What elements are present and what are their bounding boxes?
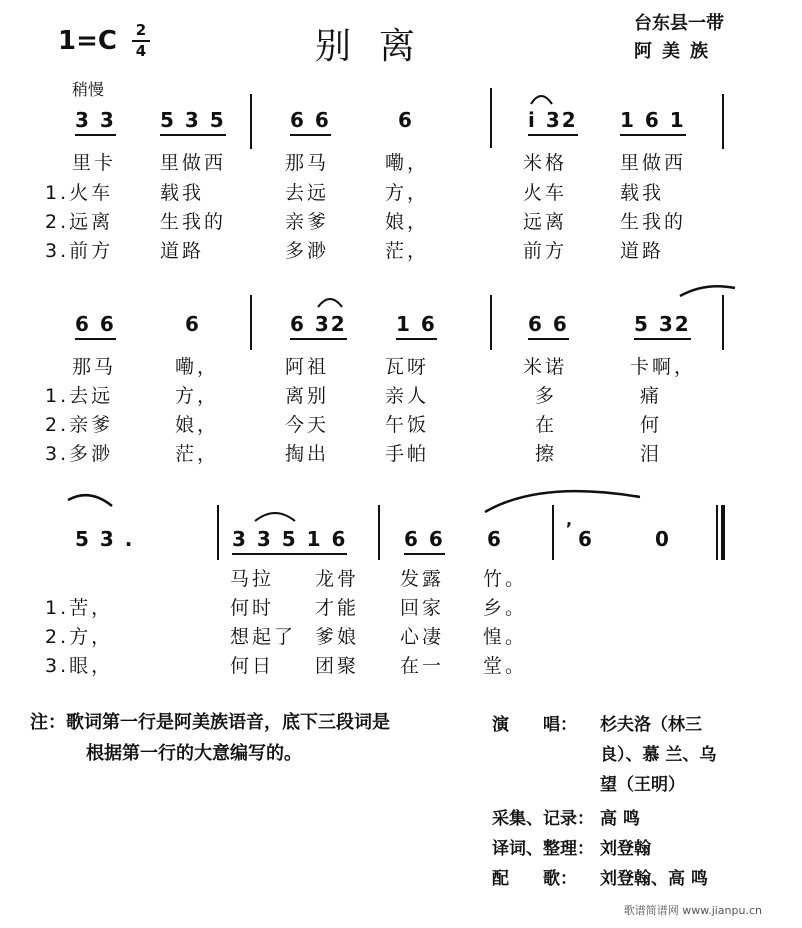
lyric-syllable: 道路 [160, 240, 205, 262]
origin-ethnicity: 阿美族 [634, 41, 718, 62]
lyric-syllable: 嘞， [175, 356, 220, 378]
tie [68, 495, 112, 506]
footnote-label: 注： [30, 712, 66, 733]
note-group: 6 6 [290, 108, 331, 136]
lyric-syllable: 米格 [523, 152, 568, 174]
note-group: 0 [655, 527, 671, 551]
lyric-syllable: 载我 [620, 182, 665, 204]
note-group: 5 3 . [75, 527, 135, 551]
lyric-syllable: 去远 [285, 182, 330, 204]
lyric-syllable: 方， [385, 182, 430, 204]
note-group: 1 6 [396, 312, 437, 340]
note-group: 6 6 [528, 312, 569, 340]
lyric-syllable: 远离 [523, 211, 568, 233]
lyric-syllable: 多 [535, 385, 558, 407]
note-group: 5 32 [634, 312, 691, 340]
lyric-syllable: 午饭 [385, 414, 430, 436]
lyric-syllable: 米诺 [523, 356, 568, 378]
lyric-syllable: 掏出 [285, 443, 330, 465]
note-group: 6 [578, 527, 594, 551]
note-group: i 32 [528, 108, 578, 136]
lyric-syllable: 茫， [175, 443, 220, 465]
lyric-syllable: 3.多渺 [45, 443, 114, 465]
translate-label: 译词、整理： [492, 839, 594, 859]
footnote-line2: 根据第一行的大意编写的。 [86, 743, 302, 764]
lyric-syllable: 亲爹 [285, 211, 330, 233]
lyric-syllable: 爹娘 [315, 626, 360, 648]
note-group: 6 6 [75, 312, 116, 340]
lyric-syllable: 前方 [523, 240, 568, 262]
lyric-writer-value: 刘登翰、高 鸣 [600, 869, 708, 889]
lyric-syllable: 1.火车 [45, 182, 114, 204]
lyric-syllable: 方， [175, 385, 220, 407]
lyric-syllable: 想起了 [230, 626, 297, 648]
lyric-syllable: 泪 [640, 443, 663, 465]
lyric-syllable: 2.亲爹 [45, 414, 114, 436]
lyric-syllable: 生我的 [160, 211, 227, 233]
lyric-syllable: 2.方， [45, 626, 114, 648]
lyric-syllable: 何 [640, 414, 663, 436]
lyric-syllable: 乡。 [483, 597, 528, 619]
lyric-syllable: 团聚 [315, 655, 360, 677]
lyric-syllable: 擦 [535, 443, 558, 465]
translate-value: 刘登翰 [600, 839, 651, 859]
note-group: 5 3 5 [160, 108, 226, 136]
lyric-syllable: 载我 [160, 182, 205, 204]
slur [318, 299, 342, 307]
footnote-line1: 歌词第一行是阿美族语音，底下三段词是 [66, 712, 390, 733]
note-group: 6 [487, 527, 503, 551]
lyric-syllable: 1.去远 [45, 385, 114, 407]
lyric-syllable: 痛 [640, 385, 663, 407]
lyric-syllable: 心凄 [400, 626, 445, 648]
lyric-syllable: 娘， [385, 211, 430, 233]
lyric-syllable: 里做西 [620, 152, 687, 174]
note-group: 6 6 [404, 527, 445, 555]
lyric-syllable: 里做西 [160, 152, 227, 174]
time-signature-bottom: 4 [135, 42, 147, 60]
watermark: 歌谱简谱网 www.jianpu.cn [623, 904, 762, 917]
collect-value: 高 鸣 [600, 809, 640, 829]
lyric-syllable: 今天 [285, 414, 330, 436]
time-signature-top: 2 [135, 21, 147, 39]
lyric-syllable: 何时 [230, 597, 275, 619]
lyric-syllable: 3.前方 [45, 240, 114, 262]
note-group: 3 3 5 1 6 [232, 527, 347, 555]
lyric-syllable: 那马 [285, 152, 330, 174]
song-title: 别离 [315, 26, 444, 67]
lyric-syllable: 生我的 [620, 211, 687, 233]
lyric-syllable: 龙骨 [315, 568, 360, 590]
lyric-syllable: 在一 [400, 655, 445, 677]
note-group: 6 [398, 108, 414, 132]
lyric-syllable: 马拉 [230, 568, 275, 590]
collect-label: 采集、记录： [492, 809, 594, 829]
lyric-syllable: 多渺 [285, 240, 330, 262]
lyric-syllable: 在 [535, 414, 558, 436]
tempo-marking: 稍慢 [72, 80, 105, 99]
lyric-syllable: 1.苦， [45, 597, 114, 619]
singer-line3: 望（王明） [600, 775, 685, 795]
lyric-syllable: 3.眼， [45, 655, 114, 677]
lyric-syllable: 嘞， [385, 152, 430, 174]
note-group: 1 6 1 [620, 108, 686, 136]
breath-mark: , [566, 510, 573, 529]
tie [680, 286, 735, 296]
lyric-syllable: 亲人 [385, 385, 430, 407]
tie [485, 491, 640, 512]
lyric-syllable: 手帕 [385, 443, 430, 465]
key-signature: 1=C [58, 26, 117, 56]
lyric-syllable: 竹。 [483, 568, 528, 590]
origin-region: 台东县一带 [634, 13, 724, 34]
lyric-writer-label: 配 歌： [492, 869, 577, 889]
lyric-syllable: 才能 [315, 597, 360, 619]
lyric-syllable: 2.远离 [45, 211, 114, 233]
lyric-syllable: 离别 [285, 385, 330, 407]
note-group: 3 3 [75, 108, 116, 136]
lyric-syllable: 里卡 [72, 152, 117, 174]
note-group: 6 [185, 312, 201, 336]
lyric-syllable: 阿祖 [285, 356, 330, 378]
lyric-syllable: 发露 [400, 568, 445, 590]
lyric-syllable: 回家 [400, 597, 445, 619]
lyric-syllable: 茫， [385, 240, 430, 262]
lyric-syllable: 何日 [230, 655, 275, 677]
slur [255, 513, 295, 521]
lyric-syllable: 惶。 [483, 626, 528, 648]
singer-line2: 良）、慕 兰、乌 [600, 745, 717, 765]
footnote [30, 707, 390, 769]
singer-label: 演 唱： [492, 715, 577, 735]
lyric-syllable: 道路 [620, 240, 665, 262]
singer-line1: 杉夫洛（林三 [600, 715, 702, 735]
lyric-syllable: 卡啊， [630, 356, 697, 378]
slur [531, 96, 552, 104]
lyric-syllable: 那马 [72, 356, 117, 378]
note-group: 6 32 [290, 312, 347, 340]
lyric-syllable: 瓦呀 [385, 356, 430, 378]
lyric-syllable: 娘， [175, 414, 220, 436]
lyric-syllable: 火车 [523, 182, 568, 204]
lyric-syllable: 堂。 [483, 655, 528, 677]
